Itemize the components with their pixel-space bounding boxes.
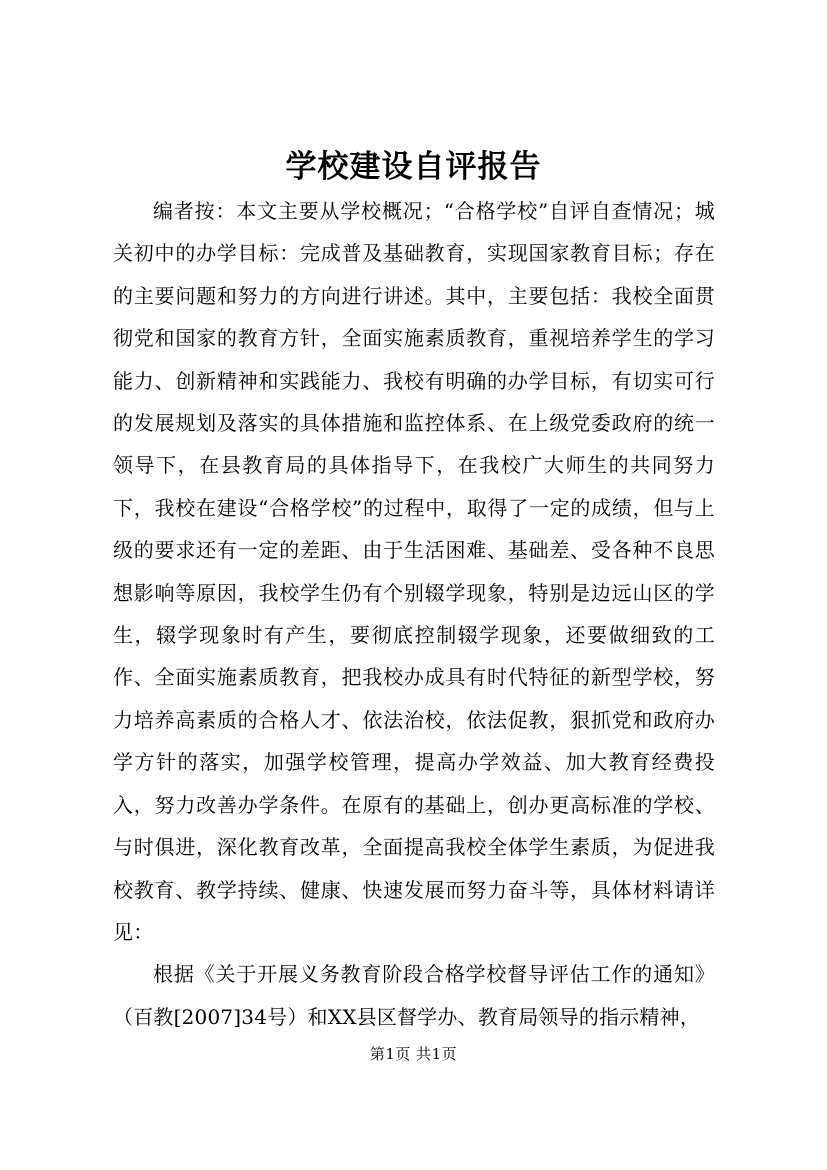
paragraph-basis: 根据《关于开展义务教育阶段合格学校督导评估工作的通知》（百教[2007]34号）和XX县区督学办、教育局领导的指示精神，: [113, 962, 715, 1029]
document-title: 学校建设自评报告: [285, 149, 542, 185]
paragraph-editor-note: 编者按：本文主要从学校概况；“合格学校”自评自查情况；城关初中的办学目标：完成普及基础教育，实现国家教育目标；存在的主要问题和努力的方向进行讲述。其中，主要包括：我校全面贯彻党和国家的教育方针，全面实施素质教育，重视培养学生的学习能力、创新精神和实践能力、我校有明确的办学目标，有切实可行的发展规划及落实的具体措施和监控体系、在上级党委政府的统一领导下，在县教育局的具体指导下，在我校广大师生的共同努力下，我校在建设“合格学校”的过程中，取得了一定的成绩，但与上级的要求还有一定的差距、由于生活困难、基础差、受各种不良思想影响等原因，我校学生仍有个别辍学现象，特别是边远山区的学生，辍学现象时有产生，要彻底控制辍学现象，还要做细致的工作、全面实施素质教育，把我校办成具有时代特征的新型学校，努力培养高素质的合格人才、依法治校，依法促教，狠抓党和政府办学方针的落实，加强学校管理，提高办学效益、加大教育经费投入，努力改善办学条件。在原有的基础上，创办更高标准的学校、与时俱进，深化教育改革，全面提高我校全体学生素质，为促进我校教育、教学持续、健康、快速发展而努力奋斗等，具体材料请详见：: [113, 199, 715, 944]
page-footer: 第1页 共1页: [369, 1045, 458, 1063]
document-body: [113, 190, 715, 1038]
